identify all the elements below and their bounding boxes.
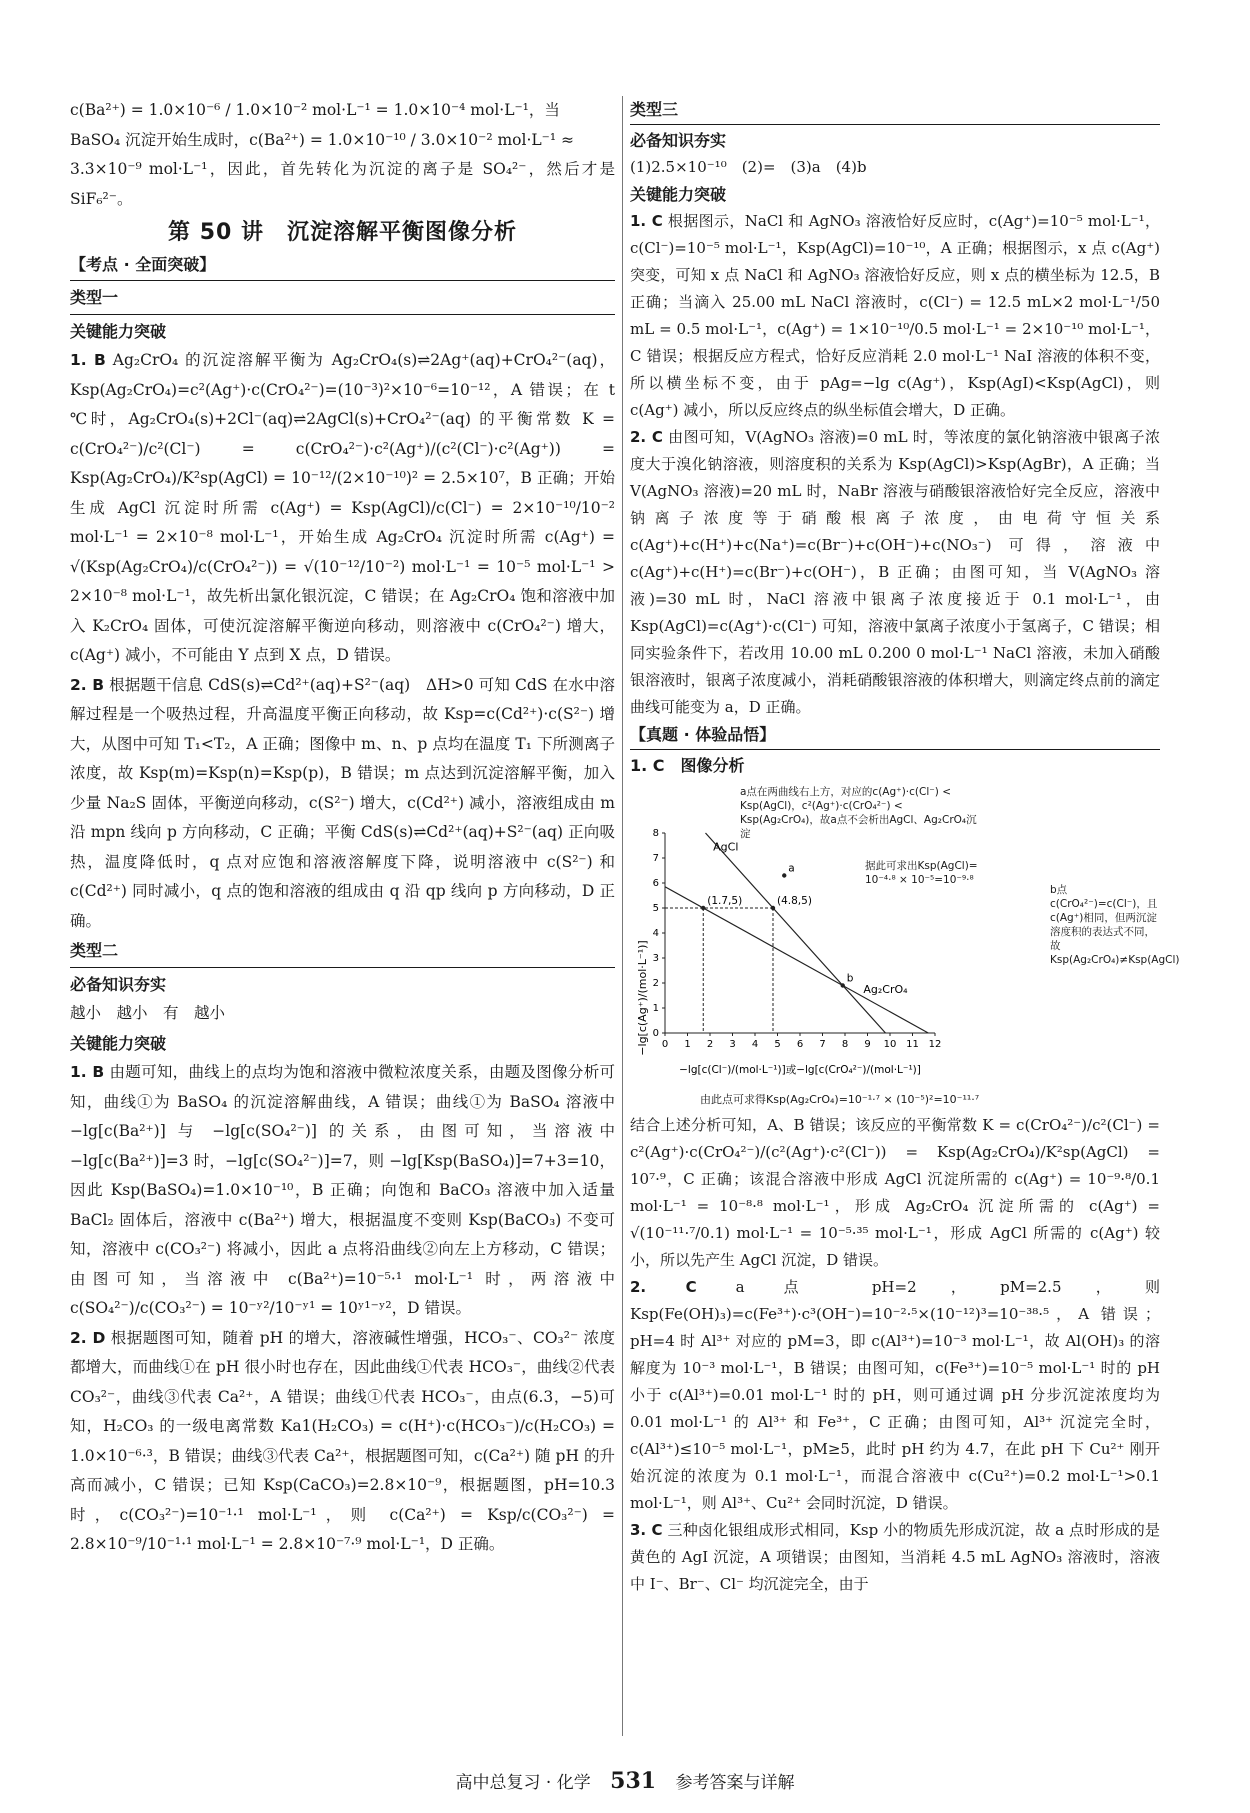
answer-number: 2. C [630, 428, 663, 446]
answer-item [630, 1517, 1160, 1598]
answer-number: 2. C [630, 1278, 697, 1296]
answer-item [70, 1058, 615, 1324]
x-tick-label: 11 [906, 1039, 919, 1050]
answers-line: (1)2.5×10⁻¹⁰ (2)= (3)a (4)b [630, 158, 867, 176]
key-ability-heading: 关键能力突破 [70, 321, 167, 341]
series-label: AgCl [713, 840, 739, 854]
annotation-b-text: b点c(CrO₄²⁻)=c(Cl⁻)，且c(Ag⁺)相同，但两沉淀溶度积的表达式不同，故Ksp(Ag₂CrO₄)≠Ksp(AgCl) [1050, 884, 1180, 966]
annotation-a-text: a点在两曲线右上方，对应的c(Ag⁺)·c(Cl⁻) < Ksp(AgCl)，c²(Ag⁺)·c(CrO₄²⁻) < Ksp(Ag₂CrO₄)，故a点不会析出AgCl、Ag₂CrO₄沉淀 [740, 786, 977, 840]
annotation-ksp-value: 10⁻⁴·⁸ × 10⁻⁵=10⁻⁹·⁸ [865, 874, 974, 886]
page-number: 531 [610, 1768, 657, 1794]
y-tick-label: 5 [652, 903, 659, 914]
answer-text: 三种卤化银组成形式相同，Ksp 小的物质先形成沉淀，故 a 点时形成的是黄色的 AgI 沉淀，A 项错误；由图知，当消耗 4.5 mL AgNO₃ 溶液时，溶液中 I⁻、Br⁻、Cl⁻ 均沉淀完全，由于 [630, 1521, 1160, 1593]
x-tick-label: 2 [706, 1039, 714, 1050]
annotation-a [740, 785, 980, 859]
y-tick-label: 6 [652, 878, 659, 889]
x-axis-label: −lg[c(Cl⁻)/(mol·L⁻¹)]或−lg[c(CrO₄²⁻)/(mol·L⁻¹)] [679, 1064, 921, 1076]
key-ability-heading-3: 关键能力突破 [630, 185, 727, 204]
data-point-label: b [846, 972, 854, 985]
zhenti-heading: 【真题 · 体验品悟】 [630, 721, 1160, 750]
answer-text: 根据图示，NaCl 和 AgNO₃ 溶液恰好反应时，c(Ag⁺)=10⁻⁵ mol·L⁻¹，c(Cl⁻)=10⁻⁵ mol·L⁻¹，Ksp(AgCl)=10⁻¹⁰，A 正确；根据图示，x 点 c(Ag⁺) 突变，可知 x 点 NaCl 和 AgNO₃ 溶液恰好反应，则 x 点的横坐标为 12.5，B 正确；当滴入 25.00 mL NaCl 溶液时，c(Cl⁻) = 12.5 mL×2 mol·L⁻¹/50 mL = 0.5 mol·L⁻¹，c(Ag⁺) = 1×10⁻¹⁰/0.5 mol·L⁻¹ = 2×10⁻¹⁰ mol·L⁻¹，C 错误；根据反应方程式，恰好反应消耗 2.0 mol·L⁻¹ NaI 溶液的体积不变，所以横坐标不变，由于 pAg=−lg c(Ag⁺)，Ksp(AgI)<Ksp(AgCl)，则 c(Ag⁺) 减小，所以反应终点的纵坐标值会增大，D 正确。 [630, 212, 1160, 419]
intro-line-3: 3.3×10⁻⁹ mol·L⁻¹，因此，首先转化为沉淀的离子是 SO₄²⁻，然后才是 SiF₆²⁻。 [70, 160, 615, 208]
answer-item [630, 208, 1160, 424]
answer-item [630, 1274, 1160, 1517]
kaodian-heading: 【考点 · 全面突破】 [70, 250, 615, 282]
y-tick-label: 8 [652, 828, 659, 839]
answer-item [70, 671, 615, 937]
x-tick-label: 0 [661, 1039, 669, 1050]
y-tick-label: 3 [652, 953, 659, 964]
annotation-ksp-label: 据此可求出Ksp(AgCl)= [865, 860, 978, 872]
answer-number: 1. B [70, 351, 106, 369]
answer-number: 2. D [70, 1328, 106, 1347]
y-axis-label: −lg[c(Ag⁺)/(mol·L⁻¹)] [636, 940, 649, 1056]
series-line [706, 833, 886, 1033]
must-know-heading: 必备知识夯实 [70, 974, 167, 994]
y-tick-label: 2 [652, 978, 659, 989]
answer-text: 根据题图可知，随着 pH 的增大，溶液碱性增强，HCO₃⁻、CO₃²⁻ 浓度都增大，而曲线①在 pH 很小时也存在，因此曲线①代表 HCO₃⁻，曲线②代表 CO₃²⁻，曲线③代表 Ca²⁺，A 错误；曲线①代表 HCO₃⁻，由点(6.3，−5)可知，H₂CO₃ 的一级电离常数 Ka1(H₂CO₃) = c(H⁺)·c(HCO₃⁻)/c(H₂CO₃) = 1.0×10⁻⁶·³，B 错误；曲线③代表 Ca²⁺，根据题图可知，c(Ca²⁺) 随 pH 的升高而减小，C 错误；已知 Ksp(CaCO₃)=2.8×10⁻⁹，根据题图，pH=10.3 时，c(CO₃²⁻)=10⁻¹·¹ mol·L⁻¹，则 c(Ca²⁺) = Ksp/c(CO₃²⁻) = 2.8×10⁻⁹/10⁻¹·¹ mol·L⁻¹ = 2.8×10⁻⁷·⁹ mol·L⁻¹，D 正确。 [70, 1328, 615, 1553]
x-tick-label: 7 [819, 1039, 826, 1050]
annotation-bottom: 由此点可求得Ksp(Ag₂CrO₄)=10⁻¹·⁷ × (10⁻⁵)²=10⁻¹¹·⁷ [700, 1093, 980, 1106]
answer-text: a 点 pH=2，pM=2.5，则 Ksp(Fe(OH)₃)=c(Fe³⁺)·c³(OH⁻)=10⁻²·⁵×(10⁻¹²)³=10⁻³⁸·⁵，A 错误；pH=4 时 Al³⁺ 对应的 pM=3，即 c(Al³⁺)=10⁻³ mol·L⁻¹，故 Al(OH)₃ 的溶解度为 10⁻³ mol·L⁻¹，B 错误；由图可知，c(Fe³⁺)=10⁻⁵ mol·L⁻¹ 时的 pH 小于 c(Al³⁺)=0.01 mol·L⁻¹ 时的 pH，则可通过调 pH 分步沉淀浓度均为 0.01 mol·L⁻¹ 的 Al³⁺ 和 Fe³⁺，C 正确；由图可知，Al³⁺ 沉淀完全时，c(Al³⁺)≤10⁻⁵ mol·L⁻¹，pM≥5，此时 pH 约为 4.7，在此 pH 下 Cu²⁺ 刚开始沉淀的浓度为 0.1 mol·L⁻¹，而混合溶液中 c(Cu²⁺)=0.2 mol·L⁻¹>0.1 mol·L⁻¹，则 Al³⁺、Cu²⁺ 会同时沉淀，D 错误。 [630, 1278, 1160, 1512]
x-tick-label: 9 [864, 1039, 871, 1050]
x-tick-label: 8 [841, 1039, 849, 1050]
right-column [630, 96, 1180, 1598]
data-point-label: (1.7,5) [707, 895, 743, 907]
data-point [841, 983, 845, 987]
answer-text: 由图可知，V(AgNO₃ 溶液)=0 mL 时，等浓度的氯化钠溶液中银离子浓度大于溴化钠溶液，则溶度积的关系为 Ksp(AgCl)>Ksp(AgBr)，A 正确；当 V(AgNO₃ 溶液)=20 mL 时，NaBr 溶液与硝酸银溶液恰好完全反应，溶液中钠离子浓度等于硝酸根离子浓度，由电荷守恒关系 c(Ag⁺)+c(H⁺)+c(Na⁺)=c(Br⁻)+c(OH⁻)+c(NO₃⁻) 可得，溶液中 c(Ag⁺)+c(H⁺)=c(Br⁻)+c(OH⁻)，B 正确；由图可知，当 V(AgNO₃ 溶液)=30 mL 时，NaCl 溶液中银离子浓度接近于 0.1 mol·L⁻¹，由 Ksp(AgCl)=c(Ag⁺)·c(Cl⁻) 可知，溶液中氯离子浓度小于氢离子，C 错误；相同实验条件下，若改用 10.00 mL 0.200 0 mol·L⁻¹ NaCl 溶液，未加入硝酸银溶液时，银离子浓度减小，消耗硝酸银溶液的体积增大，则滴定终点前的滴定曲线可能变为 a，D 正确。 [630, 428, 1160, 716]
question-1-head: 1. C 图像分析 [630, 756, 745, 775]
section-title: 第 50 讲 沉淀溶解平衡图像分析 [168, 220, 517, 245]
x-tick-label: 5 [774, 1039, 781, 1050]
data-point-label: a [788, 862, 795, 875]
chart-svg [630, 783, 1180, 1083]
x-tick-label: 3 [729, 1039, 736, 1050]
column-divider [622, 96, 623, 1736]
y-tick-label: 4 [652, 928, 659, 939]
type3-heading: 类型三 [630, 96, 1160, 125]
x-tick-label: 1 [684, 1039, 691, 1050]
intro-line-1: c(Ba²⁺) = 1.0×10⁻⁶ / 1.0×10⁻² mol·L⁻¹ = 1.0×10⁻⁴ mol·L⁻¹，当 [70, 101, 560, 119]
answer-text: Ag₂CrO₄ 的沉淀溶解平衡为 Ag₂CrO₄(s)⇌2Ag⁺(aq)+CrO₄²⁻(aq)，Ksp(Ag₂CrO₄)=c²(Ag⁺)·c(CrO₄²⁻)=(10⁻³)²×10⁻⁶=10⁻¹²，A 错误；在 t ℃时，Ag₂CrO₄(s)+2Cl⁻(aq)⇌2AgCl(s)+CrO₄²⁻(aq) 的平衡常数 K = c(CrO₄²⁻)/c²(Cl⁻) = c(CrO₄²⁻)·c²(Ag⁺)/(c²(Cl⁻)·c²(Ag⁺)) = Ksp(Ag₂CrO₄)/K²sp(AgCl) = 10⁻¹²/(2×10⁻¹⁰)² = 2.5×10⁷，B 正确；开始生成 AgCl 沉淀时所需 c(Ag⁺) = Ksp(AgCl)/c(Cl⁻) = 2×10⁻¹⁰/10⁻² mol·L⁻¹ = 2×10⁻⁸ mol·L⁻¹，开始生成 Ag₂CrO₄ 沉淀时所需 c(Ag⁺) = √(Ksp(Ag₂CrO₄)/c(CrO₄²⁻)) = √(10⁻¹²/10⁻²) mol·L⁻¹ = 10⁻⁵ mol·L⁻¹ > 2×10⁻⁸ mol·L⁻¹，故先析出氯化银沉淀，C 错误；在 Ag₂CrO₄ 饱和溶液中加入 K₂CrO₄ 固体，可使沉淀溶解平衡逆向移动，则溶液中 c(CrO₄²⁻) 增大，c(Ag⁺) 减小，不可能由 Y 点到 X 点，D 错误。 [70, 351, 615, 664]
annotation-ksp [865, 859, 1035, 891]
chart [630, 783, 1180, 1108]
y-tick-label: 7 [652, 853, 659, 864]
must-know-heading-3: 必备知识夯实 [630, 131, 727, 150]
answer-text: 根据题干信息 CdS(s)⇌Cd²⁺(aq)+S²⁻(aq) ΔH>0 可知 CdS 在水中溶解过程是一个吸热过程，升高温度平衡正向移动，故 Ksp=c(Cd²⁺)·c(S²⁻) 增大，从图中可知 T₁<T₂，A 正确；图像中 m、n、p 点均在温度 T₁ 下所测离子浓度，故 Ksp(m)=Ksp(n)=Ksp(p)，B 错误；m 点达到沉淀溶解平衡，加入少量 Na₂S 固体，平衡逆向移动，c(S²⁻) 增大，c(Cd²⁺) 减小，溶液组成由 m 沿 mpn 线向 p 方向移动，C 正确；平衡 CdS(s)⇌Cd²⁺(aq)+S²⁻(aq) 正向吸热，温度降低时，q 点对应饱和溶液溶解度下降，说明溶液中 c(S²⁻) 和 c(Cd²⁺) 同时减小，q 点的饱和溶液的组成由 q 沿 qp 线向 p 方向移动，D 正确。 [70, 675, 615, 930]
x-tick-label: 6 [796, 1039, 804, 1050]
y-tick-label: 1 [652, 1003, 659, 1014]
chart-points [665, 863, 854, 1034]
type2-heading: 类型二 [70, 936, 615, 968]
footer-right: 参考答案与详解 [675, 1773, 795, 1793]
left-column [70, 96, 615, 1560]
x-tick-label: 4 [751, 1039, 759, 1050]
answer-number: 1. B [70, 1063, 105, 1081]
answer-item [630, 424, 1160, 721]
data-point [782, 873, 786, 877]
answer-number: 2. B [70, 675, 105, 694]
page-footer [0, 1768, 1250, 1794]
x-tick-label: 10 [883, 1039, 897, 1050]
must-know-text: 越小 越小 有 越小 [70, 1004, 226, 1022]
data-point [771, 906, 775, 910]
answer-item [70, 346, 615, 671]
type1-heading: 类型一 [70, 283, 615, 315]
series-label: Ag₂CrO₄ [863, 983, 908, 996]
intro-line-2: BaSO₄ 沉淀开始生成时，c(Ba²⁺) = 1.0×10⁻¹⁰ / 3.0×10⁻² mol·L⁻¹ ≈ [70, 130, 574, 149]
footer-left: 高中总复习 · 化学 [455, 1773, 591, 1793]
answer-number: 1. C [630, 212, 663, 230]
y-tick-label: 0 [652, 1028, 659, 1039]
x-tick-label: 12 [928, 1039, 942, 1050]
after-chart-text: 结合上述分析可知，A、B 错误；该反应的平衡常数 K = c(CrO₄²⁻)/c²(Cl⁻) = c²(Ag⁺)·c(CrO₄²⁻)/(c²(Ag⁺)·c²(Cl⁻)) = Ksp(Ag₂CrO₄)/K²sp(AgCl) = 10⁷·⁹，C 正确；该混合溶液中形成 AgCl 沉淀所需的 c(Ag⁺) = 10⁻⁹·⁸/0.1 mol·L⁻¹ = 10⁻⁸·⁸ mol·L⁻¹，形成 Ag₂CrO₄ 沉淀所需的 c(Ag⁺) = √(10⁻¹¹·⁷/0.1) mol·L⁻¹ = 10⁻⁵·³⁵ mol·L⁻¹，形成 AgCl 所需的 c(Ag⁺) 较小，所以先产生 AgCl 沉淀，D 错误。 [630, 1116, 1160, 1269]
key-ability-heading-2: 关键能力突破 [70, 1033, 167, 1053]
data-point [701, 906, 705, 910]
answer-item [70, 1324, 615, 1560]
answer-text: 由题可知，曲线上的点均为饱和溶液中微粒浓度关系，由题及图像分析可知，曲线①为 BaSO₄ 的沉淀溶解曲线，A 错误；曲线①为 BaSO₄ 溶液中 −lg[c(Ba²⁺)] 与 −lg[c(SO₄²⁻)] 的关系，由图可知，当溶液中 −lg[c(Ba²⁺)]=3 时，−lg[c(SO₄²⁻)]=7，则 −lg[Ksp(BaSO₄)]=7+3=10，因此 Ksp(BaSO₄)=1.0×10⁻¹⁰，B 正确；向饱和 BaCO₃ 溶液中加入适量 BaCl₂ 固体后，溶液中 c(Ba²⁺) 增大，根据温度不变则 Ksp(BaCO₃) 不变可知，溶液中 c(CO₃²⁻) 将减小，因此 a 点将沿曲线②向左上方移动，C 错误；由图可知，当溶液中 c(Ba²⁺)=10⁻⁵·¹ mol·L⁻¹ 时，两溶液中 c(SO₄²⁻)/c(CO₃²⁻) = 10⁻ʸ²/10⁻ʸ¹ = 10ʸ¹⁻ʸ²，D 错误。 [70, 1063, 615, 1317]
data-point-label: (4.8,5) [777, 895, 812, 907]
annotation-b [1050, 883, 1180, 1023]
answer-number: 3. C [630, 1521, 663, 1539]
